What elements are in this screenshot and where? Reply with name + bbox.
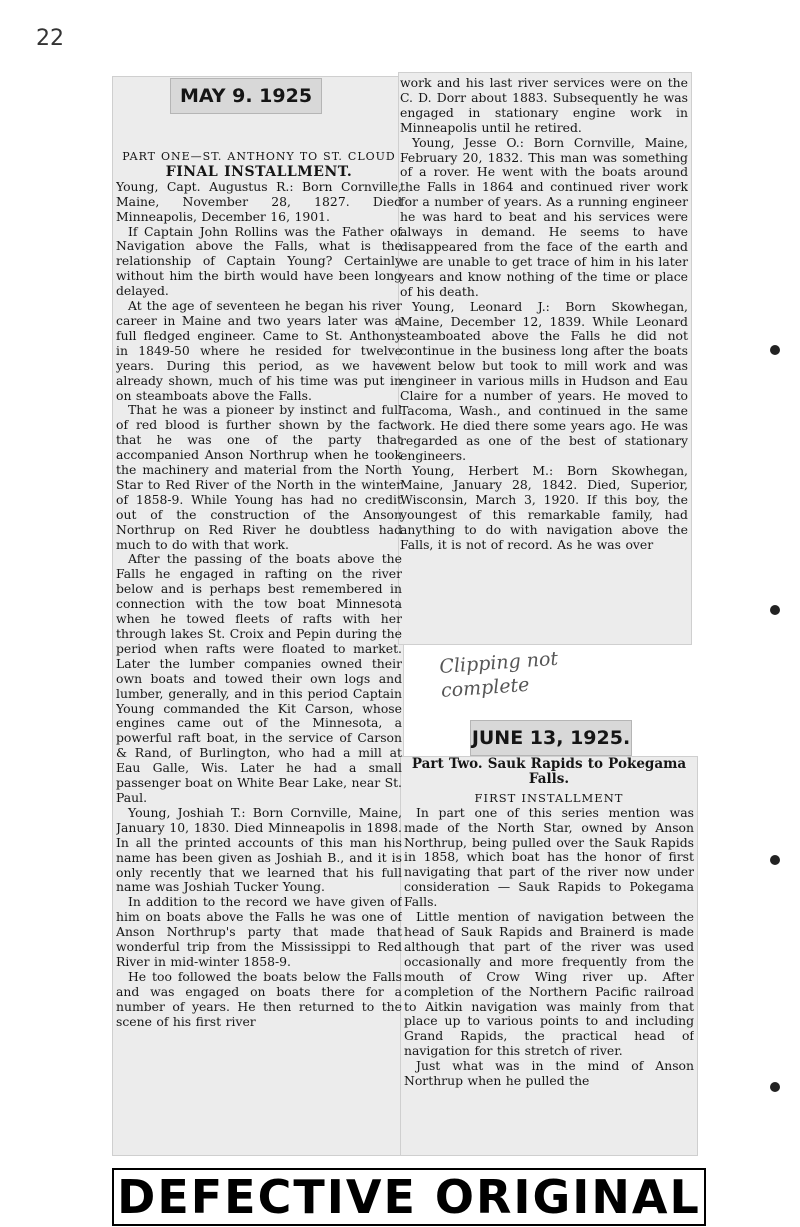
paragraph: He too followed the boats below the Falls and was engaged on boats there for a number of years. He then returned to the scene of his first river (116, 968, 402, 1029)
part-two-installment: FIRST INSTALLMENT (474, 790, 624, 805)
part-one-right-text (400, 76, 688, 646)
date-stamp-june: JUNE 13, 1925. (470, 720, 632, 756)
handwritten-note: Clipping not complete (438, 647, 559, 702)
paragraph: If Captain John Rollins was the Father of Navigation above the Falls, what is the relationship of Captain Young? Certainly without him the birth would have been long delayed. (116, 223, 402, 299)
paragraph: In addition to the record we have given of him on boats above the Falls he was one of Anson Northrup's party that made that wonderful trip from the Mississippi to Red River in mid-winter 1858-9. (116, 894, 402, 969)
paragraph: At the age of seventeen he began his river career in Maine and two years later was a full fledged engineer. Came to St. Anthony in 1849-50 where he resided for twelve years. During this period, as we have already shown, much of his time was put in on steamboats above the Falls. (116, 298, 402, 403)
paragraph: Young, Jesse O.: Born Cornville, Maine, February 20, 1832. This man was something of a rover. He went with the boats around the Falls in 1864 and continued river work for a number of years. As a running engineer he was hard to beat and his services were always in demand. He seems to have disappeared from the face of the earth and we are unable to get trace of him in his later years and know nothing of the time or place of his death. (400, 134, 688, 299)
date-stamp-may: MAY 9. 1925 (170, 78, 322, 114)
binder-hole (770, 855, 780, 865)
paragraph: Young, Capt. Augustus R.: Born Cornville, Maine, November 28, 1827. Died Minneapolis, December 16, 1901. (116, 178, 402, 224)
part-one-installment: FINAL INSTALLMENT. (165, 163, 353, 180)
defective-original-label: DEFECTIVE ORIGINAL (112, 1168, 706, 1226)
part-two-heading: Part Two. Sauk Rapids to Pokegama Falls. (411, 757, 687, 787)
paragraph: Young, Herbert M.: Born Skowhegan, Maine, January 28, 1842. Died, Superior, Wisconsin, March 3, 1920. If this boy, the youngest of this remarkable family, had anything to do with navigation above the Falls, it is not of record. As he was over (400, 462, 688, 553)
binder-hole (770, 345, 780, 355)
binder-hole (770, 1082, 780, 1092)
paragraph: Just what was in the mind of Anson Northrup when he pulled the (404, 1058, 694, 1089)
paragraph: Little mention of navigation between the head of Sauk Rapids and Brainerd is made although that part of the river was used occasionally and more frequently from the mouth of Crow Wing river up. After completion of the Northern Pacific railroad to Aitkin navigation was mainly from that place up to various points to and including Grand Rapids, the practical head of navigation for this stretch of river. (404, 909, 694, 1059)
paragraph: That he was a pioneer by instinct and full of red blood is further shown by the fact that he was one of the party that accompanied Anson Northrup when he took the machinery and material from the North Star to Red River of the North in the winter of 1858-9. While Young has had no credit out of the construction of the Anson Northrup on Red River he doubtless had much to do with that work. (116, 402, 402, 552)
part-one-heading: PART ONE—ST. ANTHONY TO ST. CLOUD (122, 150, 396, 163)
paragraph: Young, Joshiah T.: Born Cornville, Maine, January 10, 1830. Died Minneapolis in 1898. In all the printed accounts of this man his name has been given as Joshiah B., and it is only recently that we learned that his full name was Joshiah Tucker Young. (116, 804, 402, 895)
paragraph: After the passing of the boats above the Falls he engaged in rafting on the river below and is perhaps best remembered in connection with the tow boat Minnesota when he towed fleets of rafts with her through lakes St. Croix and Pepin during the period when rafts were floated to market. Later the lumber companies owned their own boats and towed their own logs and lumber, generally, and in this period Captain Young commanded the Kit Carson, whose engines came out of the Minnesota, a powerful raft boat, in the service of Carson & Rand, of Burlington, who had a mill at Eau Galle, Wis. Later he had a small passenger boat on White Bear Lake, near St. Paul. (116, 551, 402, 805)
paragraph: In part one of this series mention was made of the North Star, owned by Anson Northrup, being pulled over the Sauk Rapids in 1858, which boat has the honor of first navigating that part of the river now under consideration — Sauk Rapids to Pokegama Falls. (404, 804, 694, 910)
paragraph: work and his last river services were on the C. D. Dorr about 1883. Subsequently he was engaged in stationary engine work in Minneapolis until he retired. (400, 76, 688, 135)
part-two-text (404, 757, 694, 1152)
paragraph: Young, Leonard J.: Born Skowhegan, Maine, December 12, 1839. While Leonard steamboated above the Falls he did not continue in the business long after the boats went below but took to mill work and was engineer in various mills in Hudson and Eau Claire for a number of years. He moved to Tacoma, Wash., and continued in the same work. He died there some years ago. He was regarded as one of the best of stationary engineers. (400, 298, 688, 463)
part-one-left-text (116, 116, 402, 1152)
binder-hole (770, 605, 780, 615)
page-number: 22 (36, 26, 64, 51)
